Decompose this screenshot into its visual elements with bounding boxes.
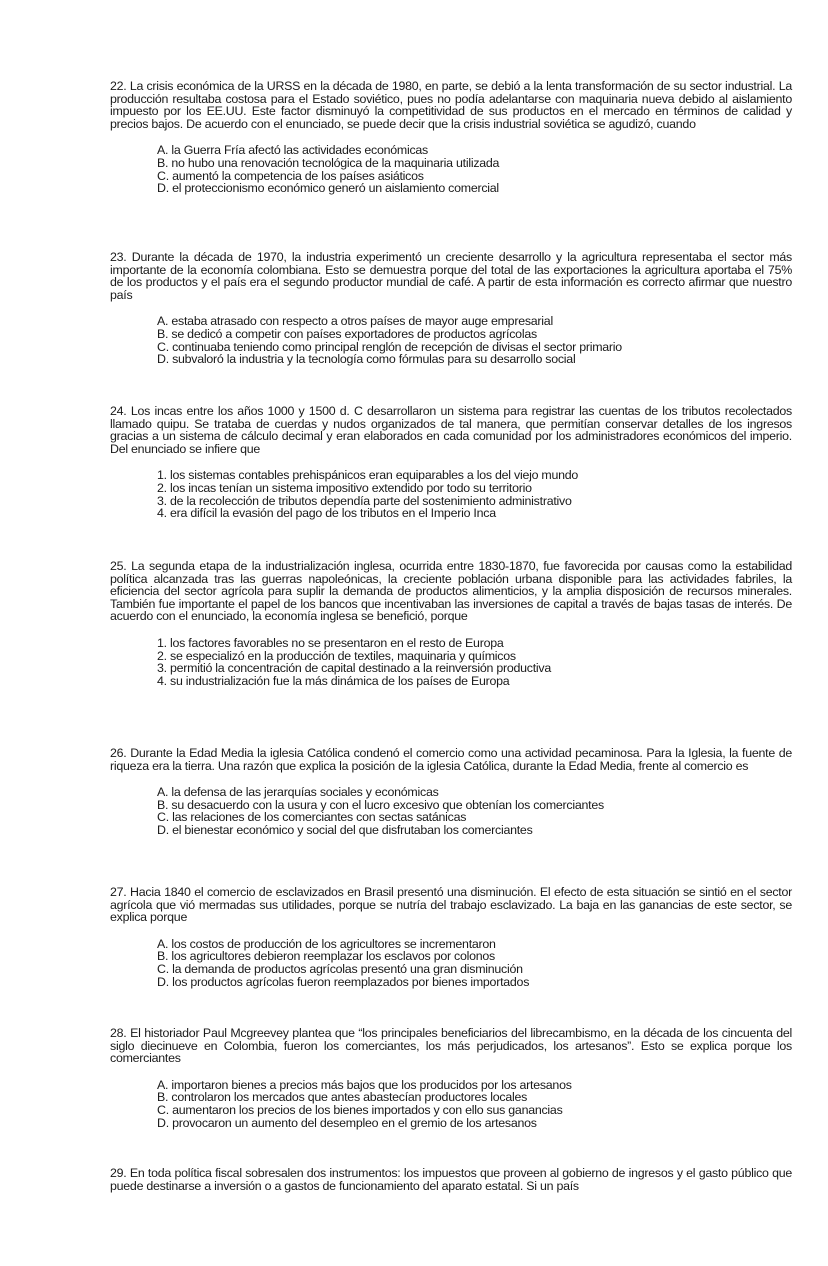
answer-option: C. las relaciones de los comerciantes con sectas satánicas xyxy=(157,810,467,825)
answer-option: 2. se especializó en la producción de textiles, maquinaria y químicos xyxy=(157,648,516,663)
answer-option: 4. era difícil la evasión del pago de los tributos en el Imperio Inca xyxy=(157,506,496,521)
answer-options xyxy=(110,469,792,519)
question-24 xyxy=(110,405,792,520)
answer-options xyxy=(110,1079,792,1129)
question-stem: 27. Hacia 1840 el comercio de esclavizados en Brasil presentó una disminución. El efecto de esta situación se sintió en el sector agrícola que vió mermadas sus utilidades, porque se nutría del trabajo esclavizado. La baja en las ganancias de este sector, se explica porque xyxy=(110,885,792,925)
answer-option: D. provocaron un aumento del desempleo en el gremio de los artesanos xyxy=(157,1115,537,1130)
question-27 xyxy=(110,886,792,988)
question-stem: 22. La crisis económica de la URSS en la década de 1980, en parte, se debió a la lenta transformación de su sector industrial. La producción resultaba costosa para el Estado soviético, pues no podía adelantarse con maquinaria nueva debido al aislamiento impuesto por los EE.UU. Este factor disminuyó la competitividad de sus productos en el mercado en términos de calidad y precios bajos. De acuerdo con el enunciado, se puede decir que la crisis industrial soviética se agudizó, cuando xyxy=(110,79,792,131)
question-stem: 24. Los incas entre los años 1000 y 1500 d. C desarrollaron un sistema para registrar las cuentas de los tributos recolectados llamado quipu. Se trataba de cuerdas y nudos organizados de tal manera, que permitían conservar detalles de los ingresos gracias a un sistema de cálculo decimal y eran elaborados en cada comunidad por los administradores económicos del imperio. Del enunciado se infiere que xyxy=(110,404,792,456)
question-stem: 29. En toda política fiscal sobresalen dos instrumentos: los impuestos que proveen al gobierno de ingresos y el gasto público que puede destinarse a inversión o a gastos de funcionamiento del aparato estatal. Si un país xyxy=(110,1166,792,1193)
answer-option: A. los costos de producción de los agricultores se incrementaron xyxy=(157,936,496,951)
answer-option: B. su desacuerdo con la usura y con el lucro excesivo que obtenían los comerciantes xyxy=(157,797,604,812)
answer-option: C. aumentó la competencia de los países asiáticos xyxy=(157,168,424,183)
answer-option: B. se dedicó a competir con países exportadores de productos agrícolas xyxy=(157,326,537,341)
answer-option: D. subvaloró la industria y la tecnología como fórmulas para su desarrollo social xyxy=(157,352,576,367)
answer-option: D. los productos agrícolas fueron reemplazados por bienes importados xyxy=(157,974,530,989)
answer-option: D. el bienestar económico y social del que disfrutaban los comerciantes xyxy=(157,822,533,837)
answer-option: A. la defensa de las jerarquías sociales y económicas xyxy=(157,785,439,800)
question-22 xyxy=(110,80,792,195)
answer-option: B. no hubo una renovación tecnológica de la maquinaria utilizada xyxy=(157,155,500,170)
answer-option: B. controlaron los mercados que antes abastecían productores locales xyxy=(157,1090,528,1105)
answer-option: C. aumentaron los precios de los bienes importados y con ello sus ganancias xyxy=(157,1102,563,1117)
question-stem: 26. Durante la Edad Media la iglesia Católica condenó el comercio como una actividad pecaminosa. Para la Iglesia, la fuente de riqueza era la tierra. Una razón que explica la posición de la iglesia Católica, durante la Edad Media, frente al comercio es xyxy=(110,746,792,773)
answer-option: C. la demanda de productos agrícolas presentó una gran disminución xyxy=(157,961,523,976)
answer-option: 3. permitió la concentración de capital destinado a la reinversión productiva xyxy=(157,661,552,676)
answer-options xyxy=(110,144,792,194)
answer-option: A. la Guerra Fría afectó las actividades económicas xyxy=(157,143,428,158)
answer-option: C. continuaba teniendo como principal renglón de recepción de divisas el sector primario xyxy=(157,339,622,354)
question-stem: 25. La segunda etapa de la industrialización inglesa, ocurrida entre 1830-1870, fue favorecida por causas como la estabilidad política alcanzada tras las guerras napoleónicas, la creciente población urbana disponible para las actividades fabriles, la eficiencia del sector agrícola para suplir la demanda de productos alimenticios, y la amplia disposición de recursos minerales. También fue importante el papel de los bancos que incentivaban las inversiones de capital a través de bajas tasas de interés. De acuerdo con el enunciado, la economía inglesa se benefició, porque xyxy=(110,559,792,624)
answer-options xyxy=(110,637,792,687)
answer-option: 1. los sistemas contables prehispánicos eran equiparables a los del viejo mundo xyxy=(157,468,579,483)
answer-option: 1. los factores favorables no se presentaron en el resto de Europa xyxy=(157,635,504,650)
question-23 xyxy=(110,251,792,366)
question-stem: 23. Durante la década de 1970, la industria experimentó un creciente desarrollo y la agricultura representaba el sector más importante de la economía colombiana. Esto se demuestra porque del total de las exportaciones la agricultura aportaba el 75% de los productos y el país era el segundo productor mundial de café. A partir de esta información es correcto afirmar que nuestro país xyxy=(110,250,792,302)
question-stem: 28. El historiador Paul Mcgreevey plantea que “los principales beneficiarios del librecambismo, en la década de los cincuenta del siglo diecinueve en Colombia, fueron los comerciantes, los más perjudicados, los artesanos”. Esto se explica porque los comerciantes xyxy=(110,1026,792,1066)
question-28 xyxy=(110,1027,792,1129)
answer-option: A. estaba atrasado con respecto a otros países de mayor auge empresarial xyxy=(157,314,553,329)
answer-option: 2. los incas tenían un sistema impositivo extendido por todo su territorio xyxy=(157,480,532,495)
answer-option: B. los agricultores debieron reemplazar los esclavos por colonos xyxy=(157,949,495,964)
question-26 xyxy=(110,747,792,837)
answer-option: 4. su industrialización fue la más dinámica de los países de Europa xyxy=(157,673,510,688)
answer-option: D. el proteccionismo económico generó un aislamiento comercial xyxy=(157,181,499,196)
answer-options xyxy=(110,786,792,836)
answer-options xyxy=(110,938,792,988)
question-29 xyxy=(110,1167,792,1192)
answer-option: A. importaron bienes a precios más bajos que los producidos por los artesanos xyxy=(157,1077,572,1092)
answer-options xyxy=(110,315,792,365)
question-25 xyxy=(110,560,792,687)
answer-option: 3. de la recolección de tributos dependía parte del sostenimiento administrativo xyxy=(157,493,572,508)
